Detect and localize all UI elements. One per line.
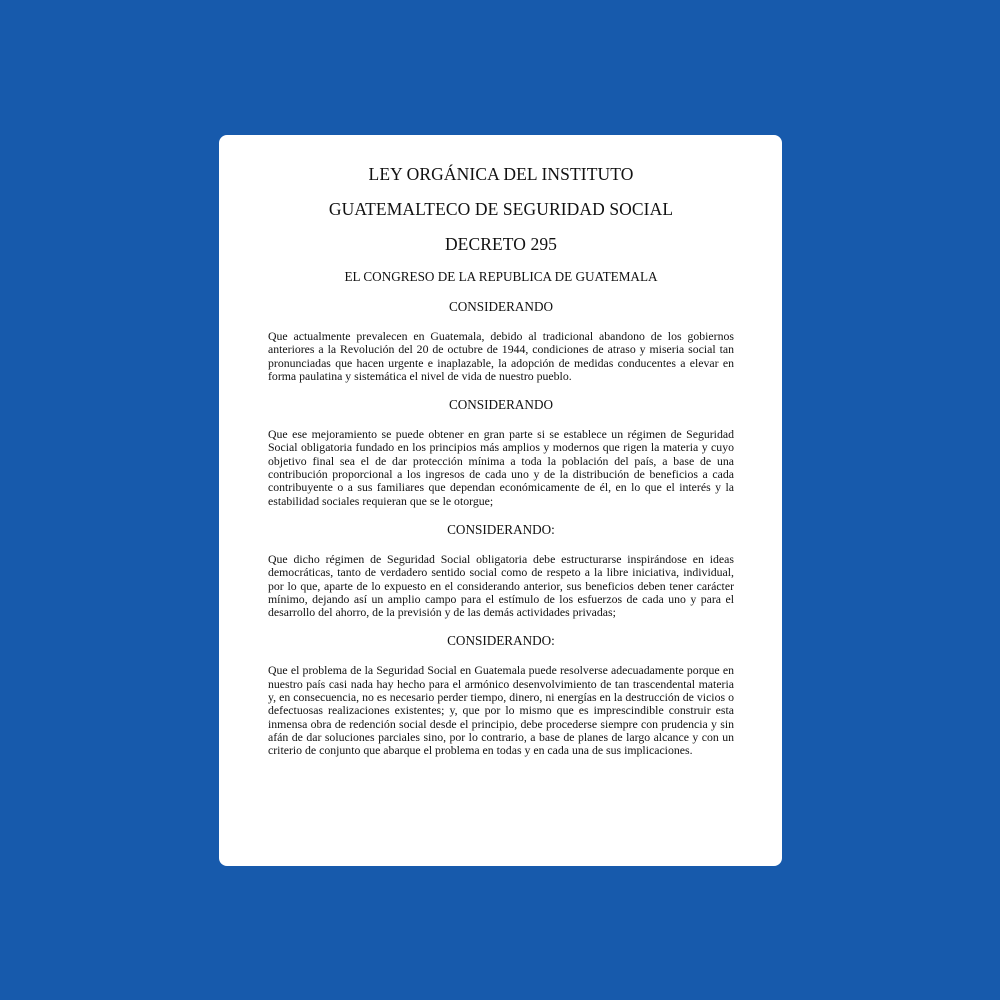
decree-number: DECRETO 295 (444, 234, 558, 254)
section-heading-2: CONSIDERANDO (448, 397, 554, 413)
section-paragraph-4: Que el problema de la Seguridad Social en Guatemala puede resolverse adecuadamente porque en nuestro país casi nada hay hecho para el armónico desenvolvimiento de tan trascendental materia y, en consecuencia, no es necesario perder tiempo, dinero, ni energías en la destrucción de vicios o defectuosas realizaciones existentes; y, que por lo mismo que es imprescindible construir esta inmensa obra de redención social desde el principio, debe procederse siempre con prudencia y sin afán de dar soluciones parciales sino, por lo contrario, a base de planes de largo alcance y con un criterio de conjunto que abarque el problema en todas y en cada una de sus implicaciones. (268, 663, 734, 758)
section-paragraph-1: Que actualmente prevalecen en Guatemala, debido al tradicional abandono de los gobiernos anteriores a la Revolución del 20 de octubre de 1944, condiciones de atraso y miseria social tan pronunciadas que hacen urgente e inaplazable, la adopción de medidas conducentes a elevar en forma paulatina y sistemática el nivel de vida de nuestro pueblo. (268, 329, 734, 383)
section-heading-4: CONSIDERANDO: (447, 633, 555, 649)
document-title-line-2: GUATEMALTECO DE SEGURIDAD SOCIAL (328, 199, 674, 219)
issuer-line: EL CONGRESO DE LA REPUBLICA DE GUATEMALA (344, 269, 658, 284)
section-heading-1: CONSIDERANDO (448, 299, 554, 314)
document-page (219, 135, 782, 866)
section-paragraph-2: Que ese mejoramiento se puede obtener en gran parte si se establece un régimen de Seguridad Social obligatoria fundado en los principios más amplios y modernos que rigen la materia y cuyo objetivo final sea el de dar protección mínima a toda la población del país, a base de una contribución proporcional a los ingresos de cada uno y de la distribución de beneficios a cada contribuyente o a sus familiares que dependan económicamente de él, en lo que el interés y la estabilidad sociales requieran que se le otorgue; (268, 427, 734, 508)
section-paragraph-3: Que dicho régimen de Seguridad Social obligatoria debe estructurarse inspirándose en ideas democráticas, tanto de verdadero sentido social como de respeto a la libre iniciativa, individual, por lo que, aparte de lo expuesto en el considerando anterior, sus beneficios deben tener carácter mínimo, dejando así un amplio campo para el estímulo de los esfuerzos de cada uno y para el desarrollo del ahorro, de la previsión y de las demás actividades privadas; (268, 551, 734, 620)
document-title-line-1: LEY ORGÁNICA DEL INSTITUTO (368, 164, 634, 184)
section-heading-3: CONSIDERANDO: (447, 521, 555, 537)
